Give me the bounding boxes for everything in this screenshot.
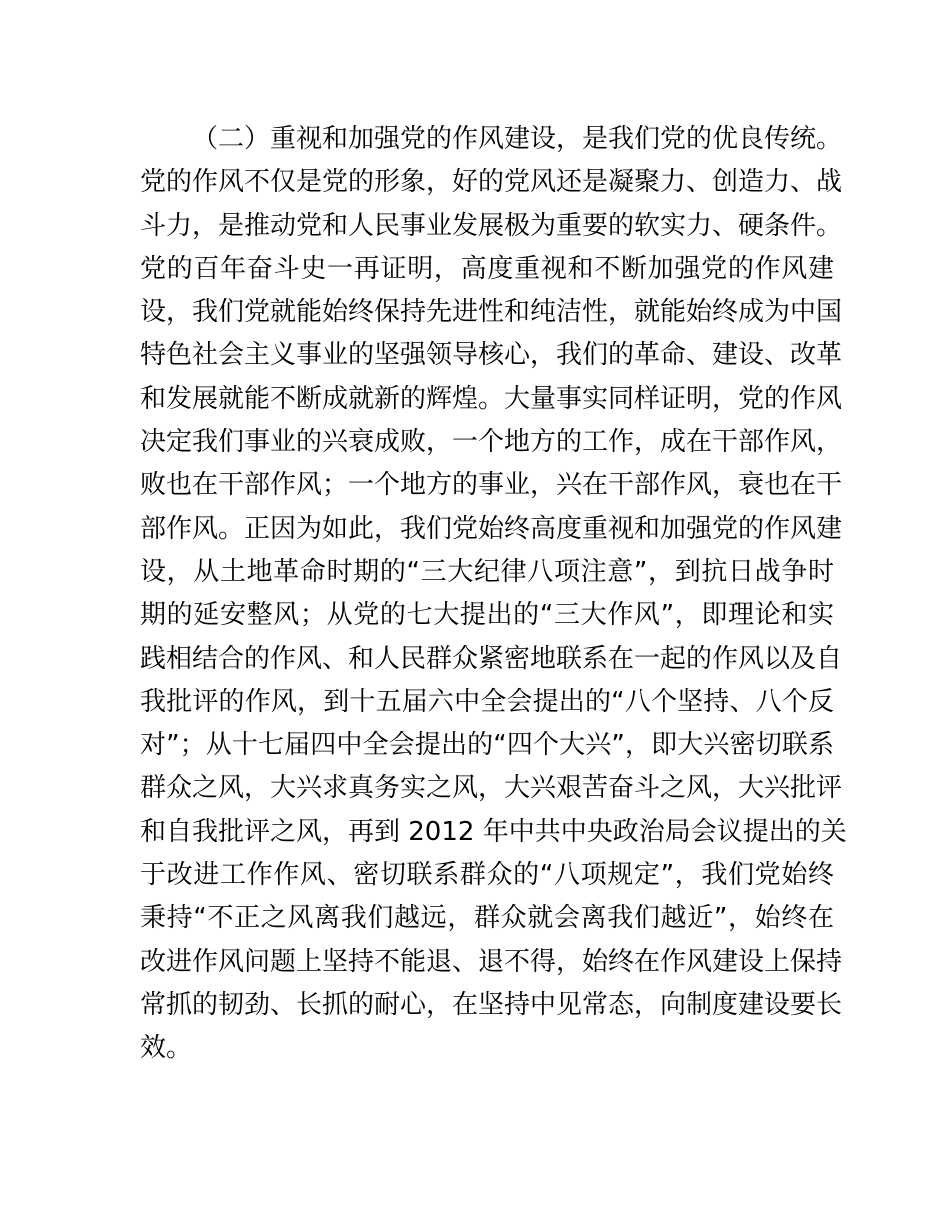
paragraph-line: 期的延安整风；从党的七大提出的“三大作风”，即理论和实 [140, 600, 834, 631]
paragraph-line: 部作风。正因为如此，我们党始终高度重视和加强党的作风建 [140, 513, 843, 544]
paragraph-line: 群众之风，大兴求真务实之风，大兴艰苦奋斗之风，大兴批评 [140, 773, 843, 804]
paragraph-line: 决定我们事业的兴衰成败，一个地方的工作，成在干部作风， [140, 427, 843, 458]
paragraph-line: 党的百年奋斗史一再证明，高度重视和不断加强党的作风建 [140, 253, 834, 284]
paragraph-line: 斗力，是推动党和人民事业发展极为重要的软实力、硬条件。 [140, 210, 843, 241]
paragraph-line: 践相结合的作风、和人民群众紧密地联系在一起的作风以及自 [140, 643, 843, 674]
paragraph-line: 对”；从十七届四中全会提出的“四个大兴”，即大兴密切联系 [140, 730, 834, 761]
paragraph-line: 特色社会主义事业的坚强领导核心，我们的革命、建设、改革 [140, 340, 843, 371]
paragraph-line: 效。 [140, 1033, 193, 1064]
paragraph-line: （二）重视和加强党的作风建设，是我们党的优良传统。 [192, 124, 843, 154]
paragraph-line: 和发展就能不断成就新的辉煌。大量事实同样证明，党的作风 [140, 383, 843, 414]
paragraph-line: 秉持“不正之风离我们越远，群众就会离我们越近”，始终在 [140, 903, 834, 934]
paragraph-line: 常抓的韧劲、长抓的耐心，在坚持中见常态，向制度建设要长 [140, 989, 843, 1020]
paragraph-line: 于改进工作作风、密切联系群众的“八项规定”，我们党始终 [140, 860, 834, 891]
paragraph-line: 我批评的作风，到十五届六中全会提出的“八个坚持、八个反 [140, 686, 834, 717]
paragraph-line: 败也在干部作风；一个地方的事业，兴在干部作风，衰也在干 [140, 470, 843, 501]
body-paragraph [140, 118, 847, 1071]
paragraph-line: 和自我批评之风，再到 2012 年中共中央政治局会议提出的关 [140, 816, 847, 847]
paragraph-line: 党的作风不仅是党的形象，好的党风还是凝聚力、创造力、战 [140, 167, 843, 198]
paragraph-line: 设，我们党就能始终保持先进性和纯洁性，就能始终成为中国 [140, 297, 843, 328]
paragraph-line: 设，从土地革命时期的“三大纪律八项注意”，到抗日战争时 [140, 556, 834, 587]
paragraph-line: 改进作风问题上坚持不能退、退不得，始终在作风建设上保持 [140, 946, 843, 977]
